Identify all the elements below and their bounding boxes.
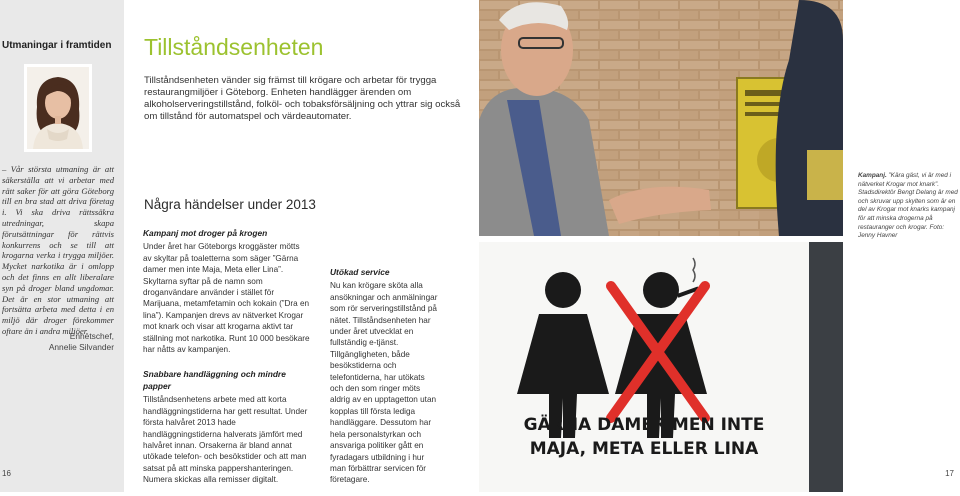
page-number-right: 17: [945, 469, 954, 478]
events-heading: Några händelser under 2013: [144, 197, 316, 212]
intro-text: Tillståndsenheten vänder sig främst till krögare och arbetar för trygga restaurangmiljöer i Göteborg. Enheten handlägger ärenden om alkoholserveringstillstånd, folköl- och tobaksförsäljning och yttrar sig också om tillstånd för automatspel och värdeautomater.: [144, 75, 461, 122]
text-column-2: [330, 267, 440, 496]
caption-text: ”Kära gäst, vi är med i nätverket Krogar mot knark”. Stadsdirektör Bengt Delang är med och skruvar upp skylten som är en del av Krogar mot knarks kampanj för att minska drogerna på restauranger och krogar. Foto: Jenny Havner: [858, 172, 958, 240]
sidebar-title: Utmaningar i framtiden: [2, 40, 112, 51]
signature: [2, 331, 114, 353]
sign-text-line2: MAJA, META ELLER LINA: [529, 439, 759, 459]
portrait-illustration: [27, 67, 89, 149]
sign-installation-photo: [479, 0, 843, 236]
section-text: Under året har Göteborgs kroggäster mötts av skyltar på toaletterna som säger ”Gärna damer men inte Maja, Meta eller Lina”. Skyltarna syftar på de namn som droganvändare använder i stället för Marijuana, metamfetamin och kokain (”Dra en lina”). Kampanjen drevs av nätverket Krogar mot knark och visar att krogarna aktivt tar ställning mot narkotika. Runt 10 000 besökare har nåtts av kampanjen.: [143, 242, 310, 355]
signature-name: Annelie Silvander: [48, 342, 114, 352]
text-column-1: [143, 228, 310, 496]
page-number-left: 16: [2, 469, 11, 478]
section-text: Nu kan krögare sköta alla ansökningar och anmälningar som rör serveringstillstånd på nätet. Tillståndsenheten har under året utvecklat en fullständig e-tjänst. Tillgängligheten, både besökstiderna och telefontiderna, har utökats och den som ringer möts aldrig av en upptagetton utan kopplas till första lediga handläggare. Dessutom har hela personalstyrkan och ansvariga politiker gått en fyradagars utbildning i hur man förbättrar servicen för företagare.: [330, 281, 438, 485]
section-heading: Snabbare handläggning och mindre papper: [143, 369, 286, 391]
sidebar: [0, 0, 124, 492]
campaign-sign-photo: [479, 242, 843, 492]
photo-illustration: [479, 0, 843, 236]
section-heading: Utökad service: [330, 267, 390, 277]
section-heading: Kampanj mot droger på krogen: [143, 228, 268, 238]
sidebar-quote: – Vår största utmaning är att säkerställa att vi arbetar med rätt saker för att göra Göteborg till en bra stad att driva företag i. Vi ska driva rättssäkra utredningar, skapa förutsättningar för rättvis konkurrens och se till att krogarna verka i trygga miljöer. Mycket narkotika är i omlopp och det finns en allt liberalare syn på droger bland ungdomar. Det är en stor utmaning att fortsätta arbeta med detta i en miljö där droger förekommer oftare än i andra miljöer.: [2, 164, 114, 336]
section-text: Tillståndsenhetens arbete med att korta handläggningstiderna har gett resultat. Under första halvåret 2013 hade handläggningstiderna halverats jämfört med halvåret innan. Orsakerna är bland annat utökade telefon- och besökstider och att man satsat på att minska pappershanteringen. Numera skickas alla remisser digitalt.: [143, 395, 308, 485]
photo-caption: [858, 172, 958, 241]
portrait-photo: [24, 64, 92, 152]
page-title: Tillståndsenheten: [144, 34, 324, 60]
campaign-sign-illustration: [479, 242, 843, 492]
caption-label: Kampanj.: [858, 172, 887, 179]
signature-role: Enhetschef,: [69, 331, 114, 341]
sign-text-line1: GÄRNA DAMER MEN INTE: [523, 415, 765, 435]
